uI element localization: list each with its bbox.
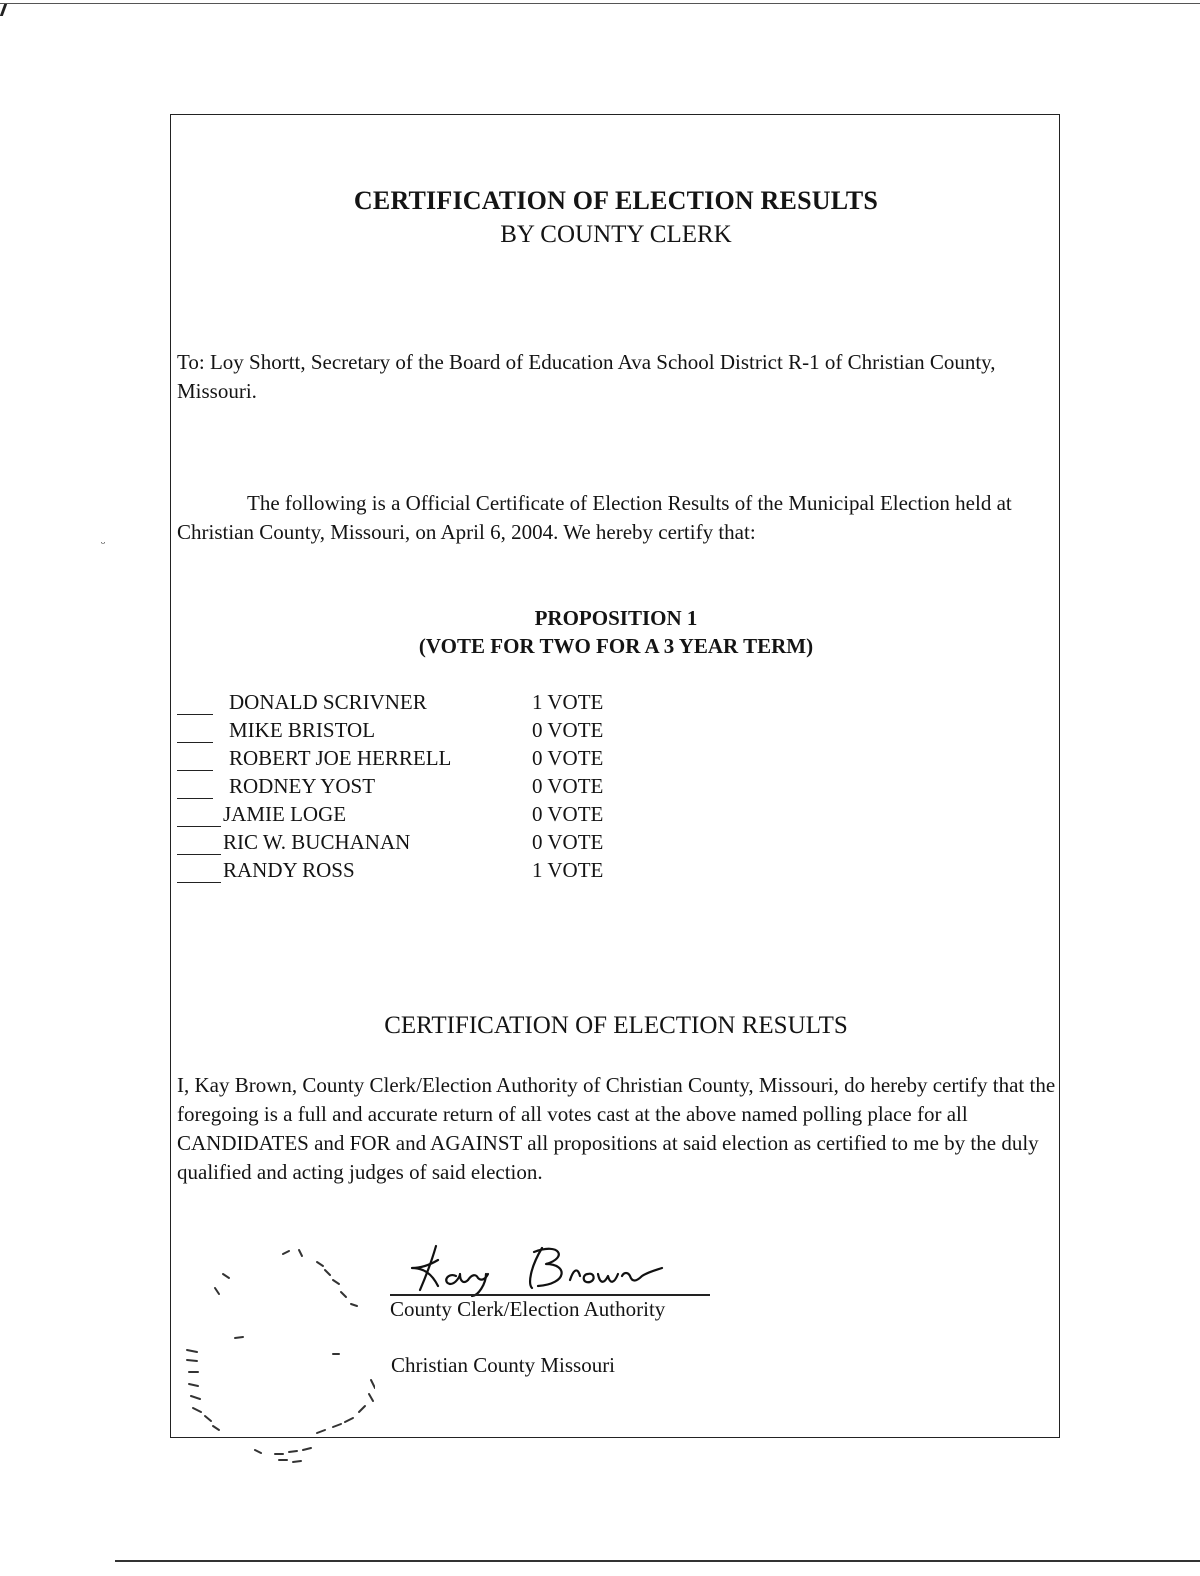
vote-blank: [177, 856, 221, 883]
signature-line: [390, 1294, 710, 1296]
proposition-instruction: (VOTE FOR TWO FOR A 3 YEAR TERM): [418, 634, 814, 658]
vote-blank: [177, 744, 213, 771]
proposition-heading: [0, 604, 1200, 660]
candidate-name: JAMIE LOGE: [223, 802, 347, 826]
addressee: To: Loy Shortt, Secretary of the Board of Education Ava School District R-1 of Christian County, Missouri.: [177, 350, 996, 403]
scan-edge-top: [0, 3, 1200, 4]
intro-text: The following is a Official Certificate of Election Results of the Municipal Election held at Christian County, Missouri, on April 6, 2004. We hereby certify that:: [177, 491, 1012, 544]
intro-paragraph: [177, 489, 1057, 547]
candidate-votes: 0 VOTE: [532, 718, 604, 742]
vote-blank: [177, 716, 213, 743]
certification-text: I, Kay Brown, County Clerk/Election Authority of Christian County, Missouri, do hereby certify that the foregoing is a full and accurate return of all votes cast at the above named polling place for all CANDIDATES and FOR and AGAINST all propositions at said election as certified to me by the duly qualified and acting judges of said election.: [177, 1073, 1056, 1184]
scan-mark: [0, 4, 7, 16]
signature: [402, 1238, 672, 1298]
document-title: CERTIFICATION OF ELECTION RESULTS: [353, 186, 879, 215]
candidate-votes: 0 VOTE: [532, 802, 604, 826]
vote-blank: [177, 828, 221, 855]
candidate-votes: 1 VOTE: [532, 858, 604, 882]
vote-blank: [177, 800, 221, 827]
county-seal: [175, 1240, 375, 1470]
county-name: Christian County Missouri: [391, 1353, 616, 1377]
vote-blank: [177, 688, 213, 715]
document-subtitle: BY COUNTY CLERK: [500, 221, 732, 248]
scan-speck: ᵕ: [101, 537, 106, 552]
candidate-votes: 1 VOTE: [532, 690, 604, 714]
candidate-votes: 0 VOTE: [532, 746, 604, 770]
candidate-name: MIKE BRISTOL: [229, 718, 376, 742]
certification-heading: CERTIFICATION OF ELECTION RESULTS: [384, 1012, 848, 1039]
proposition-title: PROPOSITION 1: [534, 606, 698, 630]
candidate-name: ROBERT JOE HERRELL: [229, 746, 452, 770]
candidate-name: RODNEY YOST: [229, 774, 376, 798]
vote-blank: [177, 772, 213, 799]
candidate-votes: 0 VOTE: [532, 830, 604, 854]
candidate-votes: 0 VOTE: [532, 774, 604, 798]
candidate-name: RANDY ROSS: [223, 858, 355, 882]
scan-edge-bottom: [115, 1560, 1200, 1562]
candidate-name: DONALD SCRIVNER: [229, 690, 427, 714]
signer-title: County Clerk/Election Authority: [390, 1297, 666, 1321]
candidate-name: RIC W. BUCHANAN: [223, 830, 411, 854]
